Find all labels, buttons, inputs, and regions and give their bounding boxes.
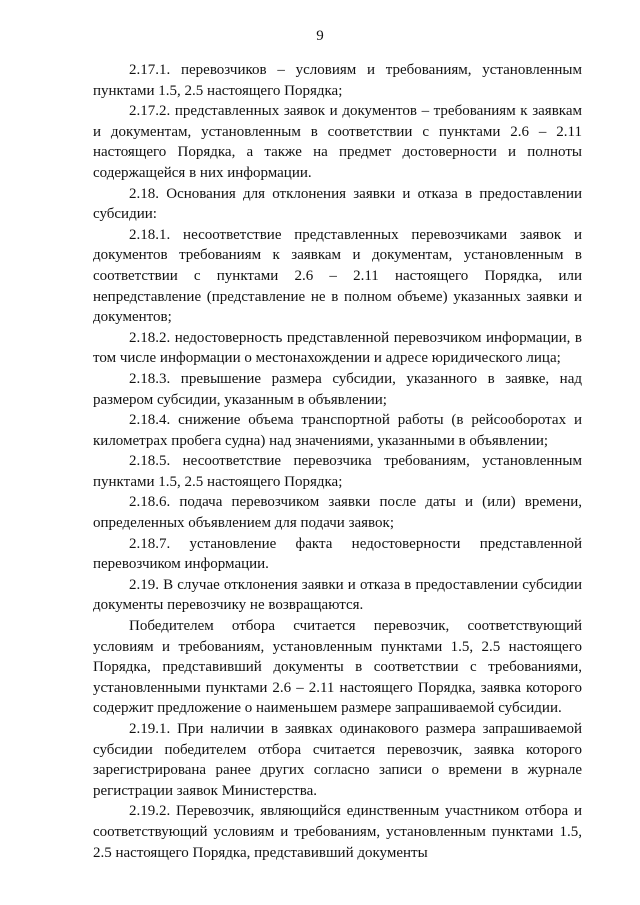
paragraph-winner: Победителем отбора считается перевозчик, соответствующий условиям и требованиям, установленным пунктами 1.5, 2.5 настоящего Порядка, представивший документы в соответствии с требованиями, установленными пунктами 2.6 – 2.11 настоящего Порядка, заявка которого содержит предложение о наименьшем размере запрашиваемой субсидии. <box>93 618 582 717</box>
paragraph-2-18: 2.18. Основания для отклонения заявки и отказа в предоставлении субсидии: <box>93 185 582 223</box>
paragraph-2-17-1: 2.17.1. перевозчиков – условиям и требованиям, установленным пунктами 1.5, 2.5 настоящего Порядка; <box>93 62 582 99</box>
paragraph-2-19-1: 2.19.1. При наличии в заявках одинакового размера запрашиваемой субсидии победителем отбора считается перевозчик, заявка которого зарегистрирована ранее других согласно записи о времени в журнале регистрации заявок Министерства. <box>93 721 582 799</box>
paragraph-2-19: 2.19. В случае отклонения заявки и отказа в предоставлении субсидии документы перевозчику не возвращаются. <box>93 576 582 614</box>
paragraph-2-18-1: 2.18.1. несоответствие представленных перевозчиками заявок и документов требованиям к заявкам и документам, установленным в соответствии с пунктами 2.6 – 2.11 настоящего Порядка, или непредставление (представление не в полном объеме) указанных заявки и документов; <box>93 226 582 326</box>
paragraph-2-18-4: 2.18.4. снижение объема транспортной работы (в рейсооборотах и километрах пробега судна) над значениями, указанными в объявлении; <box>93 412 582 449</box>
paragraph-2-19-2: 2.19.2. Перевозчик, являющийся единственным участником отбора и соответствующий условиям и требованиям, установленным пунктами 1.5, 2.5 настоящего Порядка, представивший документы <box>93 803 582 861</box>
paragraph-2-18-6: 2.18.6. подача перевозчиком заявки после даты и (или) времени, определенных объявлением для подачи заявок; <box>93 494 582 532</box>
paragraph-2-18-2: 2.18.2. недостоверность представленной перевозчиком информации, в том числе информации о местонахождении и адресе юридического лица; <box>93 329 582 367</box>
paragraph-2-17-2: 2.17.2. представленных заявок и документов – требованиям к заявкам и документам, установленным в соответствии с пунктами 2.6 – 2.11 настоящего Порядка, а также на предмет достоверности и полноты содержащейся в них информации. <box>93 103 582 181</box>
document-body <box>93 60 582 863</box>
page-number: 9 <box>316 28 324 44</box>
paragraph-2-18-7: 2.18.7. установление факта недостоверности представленной перевозчиком информации. <box>93 535 582 573</box>
paragraph-2-18-3: 2.18.3. превышение размера субсидии, указанного в заявке, над размером субсидии, указанным в объявлении; <box>93 370 582 408</box>
paragraph-2-18-5: 2.18.5. несоответствие перевозчика требованиям, установленным пунктами 1.5, 2.5 настоящего Порядка; <box>93 453 582 490</box>
